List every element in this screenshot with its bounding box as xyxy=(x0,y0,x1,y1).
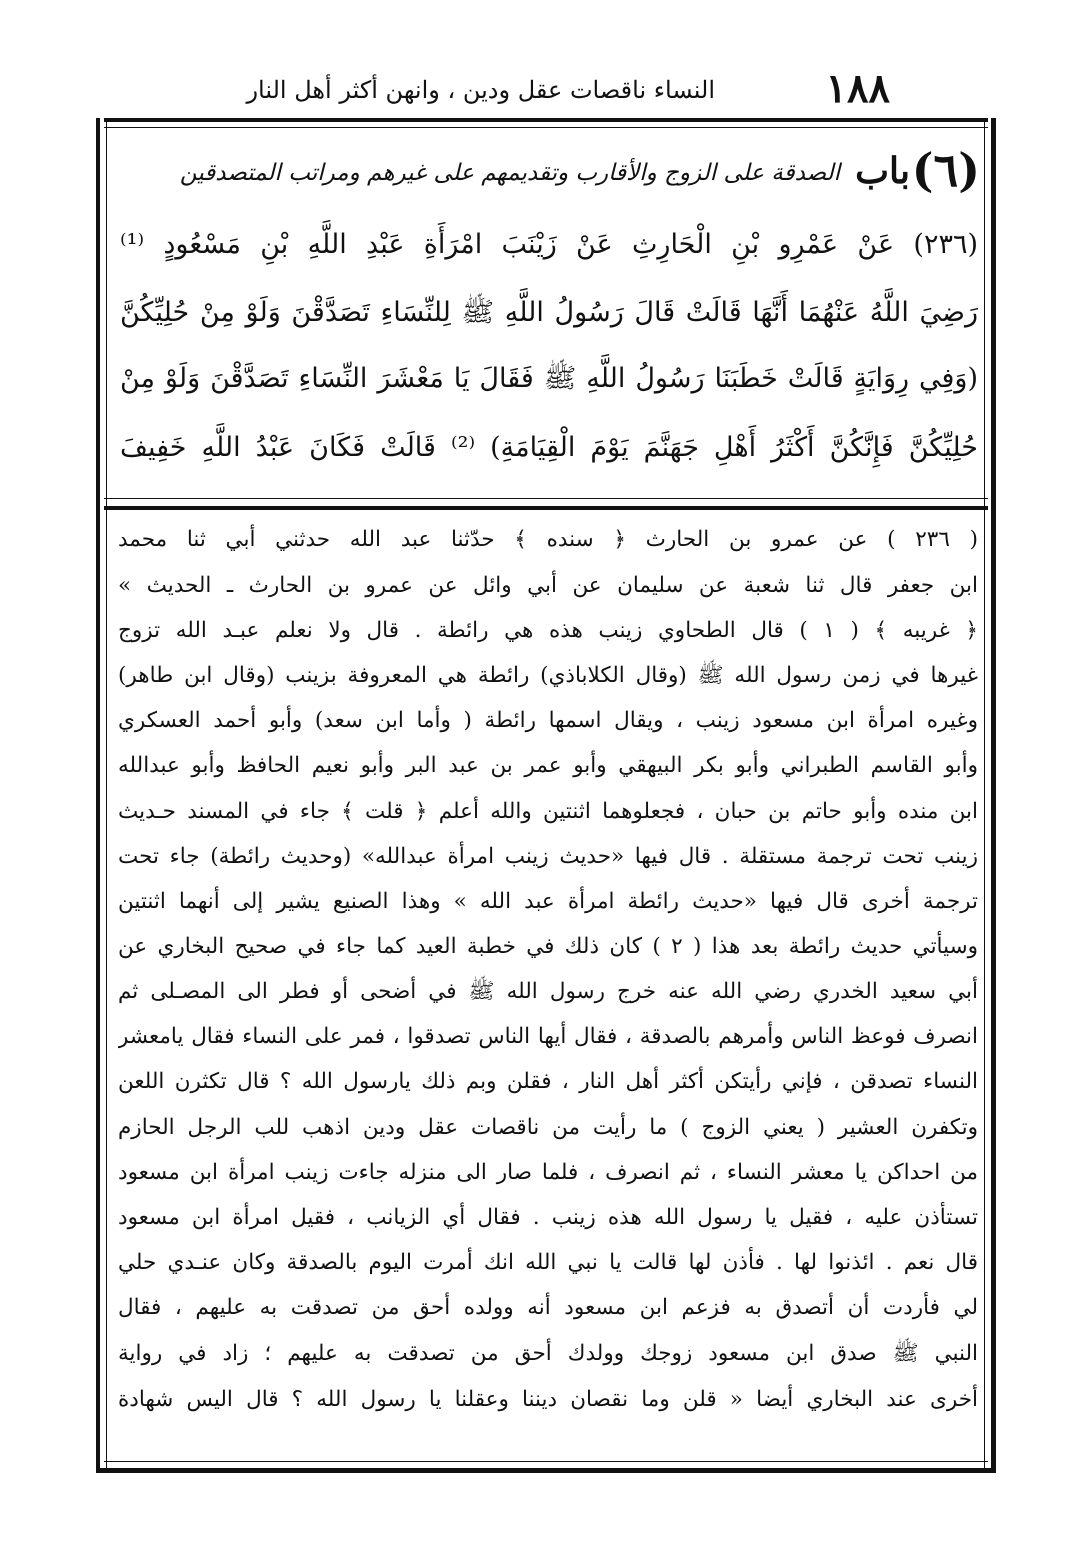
commentary-line: ابن منده وأبو حاتم بن حبان ، فجعلوهما اثنتين والله أعلم ﴿ قلت ﴾ جاء في المسند حـديث xyxy=(118,799,978,824)
hadith-line: رَضِيَ اللَّهُ عَنْهُمَا أَنَّهَا قَالَتْ قَالَ رَسُولُ اللَّهِ ﷺ لِلنِّسَاءِ تَصَدَّقْنَ وَلَوْ مِنْ حُلِيِّكُنَّ xyxy=(120,297,978,328)
commentary-line: تستأذن عليه ، فقيل يا رسول الله هذه زينب . فقال أي الزيانب ، فقيل امرأة ابن مسعود xyxy=(118,1205,978,1230)
top-rule-thin xyxy=(104,127,988,128)
commentary-line: النبي ﷺ صدق ابن مسعود زوجك وولدك أحق من تصدقت به عليهم ؛ زاد في رواية xyxy=(118,1341,978,1366)
commentary-line: وغيره امرأة ابن مسعود زينب ، ويقال اسمها رائطة ( وأما ابن سعد) وأبو أحمد العسكري xyxy=(118,708,978,733)
running-header xyxy=(246,65,890,116)
commentary-line: أخرى عند البخاري أيضا « قلن وما نقصان ديننا وعقلنا يا رسول الله ؟ قال اليس شهادة xyxy=(118,1387,978,1412)
chapter-title: الصدقة على الزوج والأقارب وتقديمهم على غيرهم ومراتب المتصدقين xyxy=(179,160,840,186)
commentary-line: ( ٢٣٦ ) عن عمرو بن الحارث ﴿ سنده ﴾ حدّثنا عبد الله حدثني أبي ثنا محمد xyxy=(118,527,978,552)
commentary-line: لي فأردت أن أتصدق به فزعم ابن مسعود أنه وولده أحق من تصدقت به عليهم ، فقال xyxy=(118,1295,978,1320)
hadith-line: (وَفِي رِوَايَةٍ قَالَتْ خَطَبَنَا رَسُولُ اللَّهِ ﷺ فَقَالَ يَا مَعْشَرَ النِّسَاءِ تَصَدَّقْنَ وَلَوْ مِنْ xyxy=(120,363,978,394)
commentary-line: زينب تحت ترجمة مستقلة . قال فيها «حديث زينب امرأة عبدالله» (وحديث رائطة) جاء تحت xyxy=(118,844,978,869)
commentary-line: ﴿ غريبه ﴾ ( ١ ) قال الطحاوي زينب هذه هي رائطة . قال ولا نعلم عبـد الله تزوج xyxy=(118,618,978,643)
running-title: النساء ناقصات عقل ودين ، وانهن أكثر أهل النار xyxy=(246,76,715,104)
chapter-heading xyxy=(120,142,980,202)
commentary-line: وسيأتي حديث رائطة بعد هذا ( ٢ ) كان ذلك في خطبة العيد كما جاء في صحيح البخاري عن xyxy=(118,934,978,959)
chapter-label: باب xyxy=(855,150,910,192)
chapter-number: (٦) xyxy=(911,143,980,197)
hadith-line: (٢٣٦) عَنْ عَمْرِو بْنِ الْحَارِثِ عَنْ زَيْنَبَ امْرَأَةِ عَبْدِ اللَّهِ بْنِ مَسْعُودٍ ⁽¹⁾ xyxy=(120,229,978,260)
divider-rule xyxy=(104,498,988,499)
bottom-rule xyxy=(96,1468,996,1473)
commentary-line: قال نعم . ائذنوا لها . فأذن لها قالت يا نبي الله انك أمرت اليوم بالصدقة وكان عنـدي حلي xyxy=(118,1250,978,1275)
divider-rule-thick xyxy=(104,506,988,510)
commentary-line: أبي سعيد الخدري رضي الله عنه خرج رسول الله ﷺ في أضحى أو فطر الى المصـلى ثم xyxy=(118,979,978,1004)
commentary-line: غيرها في زمن رسول الله ﷺ (وقال الكلاباذي) رائطة هي المعروفة بزينب (وقال ابن طاهر) xyxy=(118,663,978,688)
commentary-line: ابن جعفر قال ثنا شعبة عن سليمان عن أبي وائل عن عمرو بن الحارث ـ الحديث » xyxy=(118,573,978,598)
bottom-rule-thin xyxy=(104,1461,988,1462)
commentary-line: من احداكن يا معشر النساء ، ثم انصرف ، فلما صار الى منزله جاءت زينب امرأة ابن مسعود xyxy=(118,1160,978,1185)
commentary-line: وتكفرن العشير ( يعني الزوج ) ما رأيت من ناقصات عقل ودين اذهب للب الرجل الحازم xyxy=(118,1115,978,1140)
commentary-line: ترجمة أخرى قال فيها «حديث رائطة امرأة عبد الله » وهذا الصنيع يشير إلى أنهما اثنتين xyxy=(118,889,978,914)
commentary-line: النساء تصدقن ، فإني رأيتكن أكثر أهل النار ، فقلن وبم ذلك يارسول الله ؟ قال تكثرن اللعن xyxy=(118,1069,978,1094)
hadith-line: حُلِيِّكُنَّ فَإِنَّكُنَّ أَكْثَرُ أَهْلِ جَهَنَّمَ يَوْمَ الْقِيَامَةِ) ⁽²⁾ قَالَتْ فَكَانَ عَبْدُ اللَّهِ خَفِيفَ xyxy=(120,432,978,463)
commentary-line: انصرف فوعظ الناس وأمرهم بالصدقة ، فقال أيها الناس تصدقوا ، فمر على النساء فقال يامعشر xyxy=(118,1024,978,1049)
commentary-line: وأبو القاسم الطبراني وأبو بكر البيهقي وأبو عمر بن عبد البر وأبو نعيم الحافظ وأبو عبدالله xyxy=(118,753,978,778)
top-rule xyxy=(104,118,988,122)
page-number: ١٨٨ xyxy=(825,65,890,112)
